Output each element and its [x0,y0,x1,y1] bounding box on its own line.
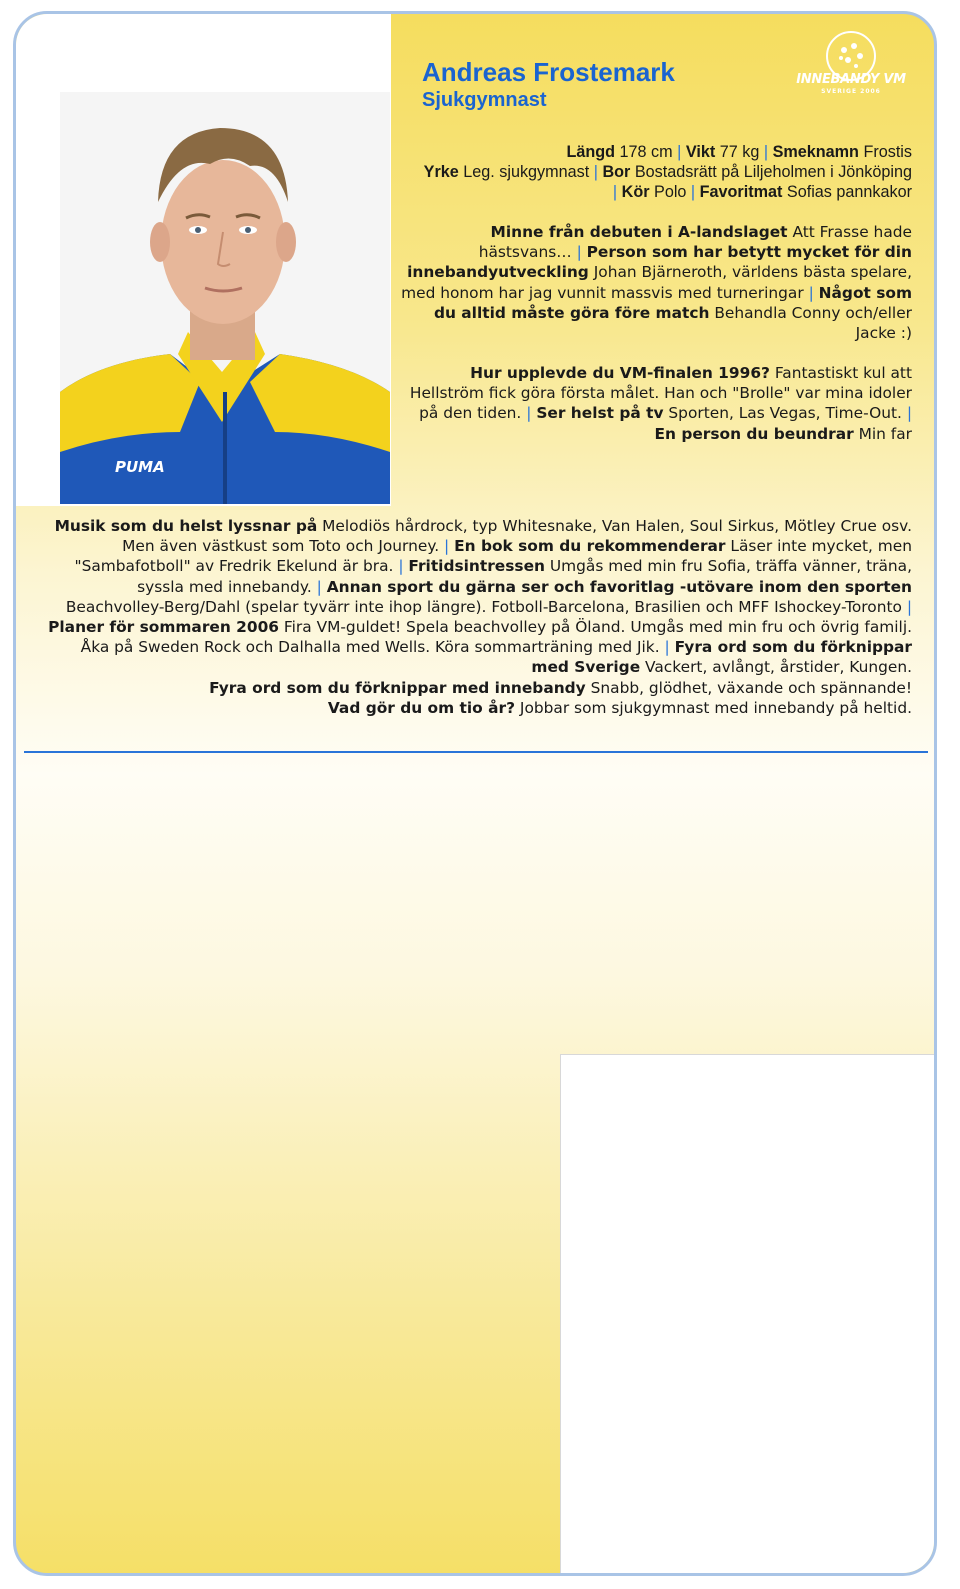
divider [24,751,928,753]
hobby-label: Fritidsintressen [408,557,545,576]
final-value: Fantastiskt kul att Hellström fick göra första målet. Han och "Brolle" var mina idoler på den tiden. [409,364,912,423]
separator: | [690,183,696,201]
interests-paragraph [38,516,912,718]
sport-value: Beachvolley-Berg/Dahl (spelar tyvärr inte ihop längre). Fotboll-Barcelona, Brasilien och MFF Ishockey-Toronto [65,597,902,616]
profile-card [13,11,937,1576]
food-label: Favoritmat [699,183,783,201]
book-label: En bok som du rekommenderar [454,537,726,556]
person-value: Johan Bjärneroth, världens bästa spelare, med honom har jag vunnit massvis med turneringar [401,263,912,302]
photo-panel [16,14,391,506]
separator: | [576,243,582,262]
debut-label: Minne från debuten i A-landslaget [490,223,788,241]
ten-years-value: Jobbar som sjukgymnast med innebandy på heltid. [519,698,912,717]
weight-label: Vikt [685,143,716,161]
player-portrait-illustration [60,92,390,504]
admire-label: En person du beundrar [654,424,854,443]
separator: | [398,557,404,576]
floorball-label: Fyra ord som du förknippar med innebandy [209,678,586,697]
tv-value: Sporten, Las Vegas, Time-Out. [668,404,902,423]
separator: | [316,577,322,596]
plans-label: Planer för sommaren 2006 [48,618,279,637]
person-label: Person som har betytt mycket för din innebandyutveckling [407,243,912,282]
car-label: Kör [621,183,650,201]
lives-value: Bostadsrätt på Liljeholmen i Jönköping [634,163,912,182]
facts-paragraph [400,142,912,182]
separator: | [593,163,598,182]
blank-panel [560,1054,937,1576]
separator: | [906,597,912,616]
player-photo [60,92,390,504]
separator: | [677,143,682,161]
music-value: Melodiös hårdrock, typ Whitesnake, Van Halen, Soul Sirkus, Mötley Crue osv. Men även västkust som Toto och Journey. [122,517,912,556]
tv-label: Ser helst på tv [536,404,664,423]
ten-years-label: Vad gör du om tio år? [327,698,515,717]
hobby-value: Umgås med min fru Sofia, träffa vänner, träna, syssla med innebandy. [137,557,912,596]
final-label: Hur upplevde du VM-finalen 1996? [470,364,770,382]
memories-paragraph [400,222,912,343]
sport-label: Annan sport du gärna ser och favoritlag -utövare inom den sporten [326,577,912,596]
debut-value: Att Frasse hade hästsvans… [478,223,912,262]
logo-text: INNEBANDY VM [796,72,906,87]
length-label: Längd [566,143,616,161]
length-value: 178 cm [619,143,673,161]
admire-value: Min far [858,424,912,443]
separator: | [612,183,618,201]
separator: | [906,404,912,423]
nickname-label: Smeknamn [772,143,859,161]
food-value: Sofias pannkakor [786,183,912,201]
ritual-value: Behandla Conny och/eller Jacke :) [714,303,912,343]
plans-value: Fira VM-guldet! Spela beachvolley på Öland. Umgås med min fru och övrig familj. Åka på Sweden Rock och Dalhalla med Wells. Köra sommarträning med Jik. [80,618,912,657]
player-name: Andreas Frostemark [422,57,675,87]
vm-paragraph [400,363,912,444]
weight-value: 77 kg [719,143,760,161]
separator: | [808,283,814,302]
job-value: Leg. sjukgymnast [463,163,590,182]
job-label: Yrke [423,163,459,182]
logo-subtext: SVERIGE 2006 [821,88,881,95]
lives-label: Bor [602,163,631,182]
car-value: Polo [654,183,687,201]
ritual-label: Något som du alltid måste göra före match [433,283,912,322]
nickname-value: Frostis [863,143,912,161]
innebandy-vm-logo [786,28,916,108]
separator: | [526,404,532,423]
player-title: Sjukgymnast [422,89,547,111]
separator: | [664,638,670,657]
facts-paragraph-line3 [400,182,912,202]
sweden-value: Vackert, avlångt, årstider, Kungen. [645,658,912,677]
floorball-value: Snabb, glödhet, växande och spännande! [590,678,912,697]
separator: | [444,537,450,556]
book-value: Läser inte mycket, men "Sambafotboll" av Fredrik Ekelund är bra. [74,537,912,576]
music-label: Musik som du helst lyssnar på [54,517,318,535]
shirt-logo: PUMA [115,458,165,476]
separator: | [763,143,769,161]
sweden-label: Fyra ord som du förknippar med Sverige [531,638,912,677]
